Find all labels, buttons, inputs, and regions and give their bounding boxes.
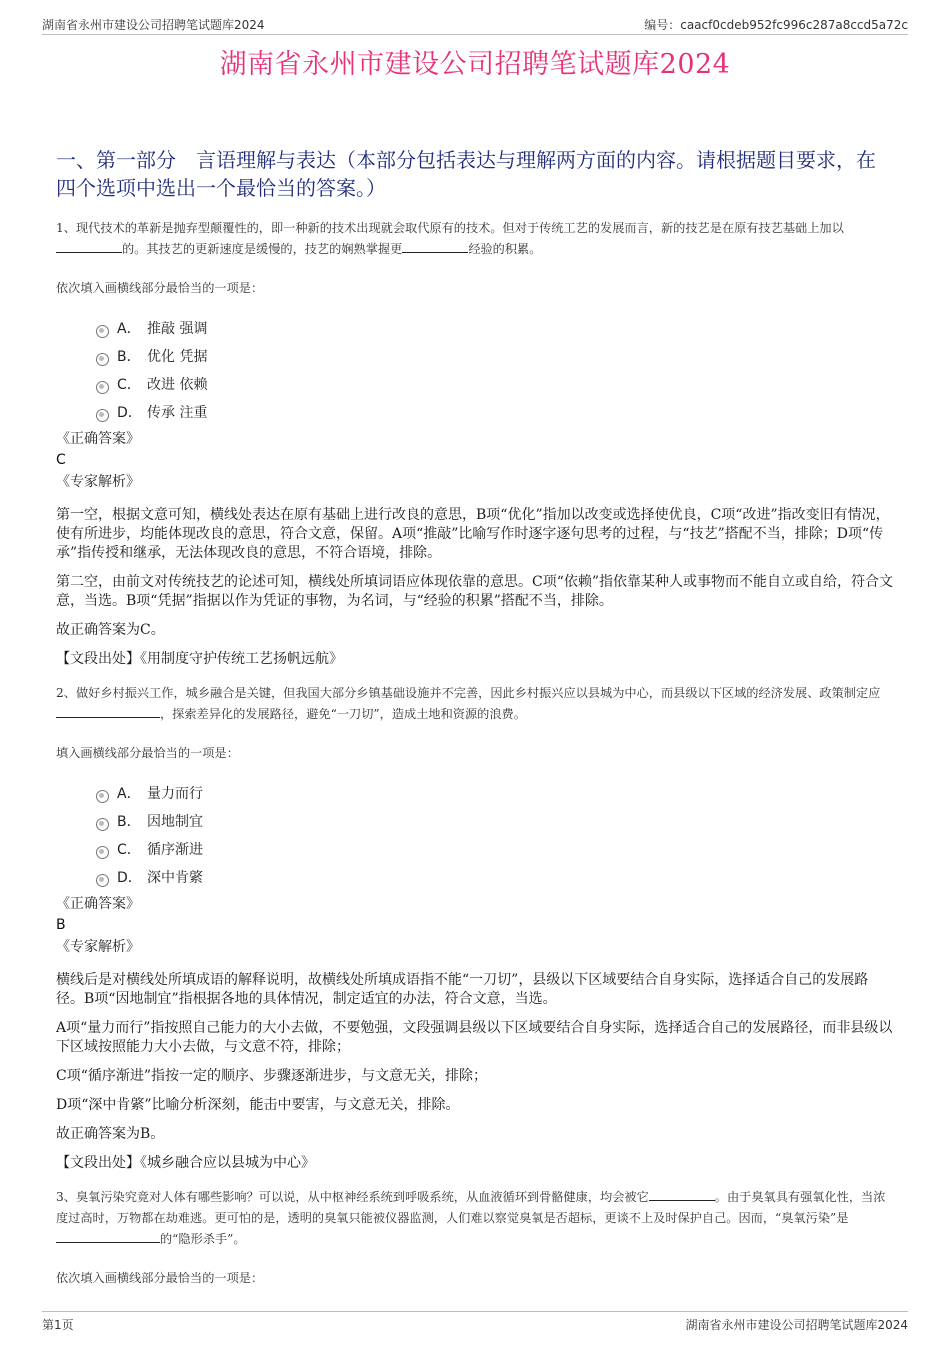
radio-button[interactable] (96, 846, 109, 859)
option-letter: C． (117, 842, 141, 858)
passage-source: 【文段出处】《用制度守护传统工艺扬帆远航》 (56, 651, 343, 667)
blank-line (649, 1187, 715, 1201)
analysis-paragraph: 横线后是对横线处所填成语的解释说明，故横线处所填成语指不能“一刀切”，县级以下区域要结合自身实际，选择适合自己的发展路径。B项“因地制宜”指根据各地的具体情况，制定适宜的办法，符合文意，当选。 (56, 972, 869, 1007)
option-text: 推敲 强调 (147, 321, 208, 337)
header-doc-title: 湖南省永州市建设公司招聘笔试题库2024 (42, 18, 265, 32)
blank-line (56, 1229, 160, 1243)
analysis-paragraph: 第二空，由前文对传统技艺的论述可知，横线处所填词语应体现依靠的意思。C项“依赖”指依靠某种人或事物而不能自立或自给，符合文意，当选。B项“凭据”指据以作为凭证的事物，为名词，与“经验的积累”搭配不当，排除。 (56, 574, 894, 609)
page-header (42, 12, 908, 35)
option-a[interactable] (96, 314, 894, 342)
analysis-paragraph: 第一空，根据文意可知，横线处表达在原有基础上进行改良的意思，B项“优化”指加以改变或选择使优良，C项“改进”指改变旧有情况，使有所进步，均能体现改良的意思，符合文意，保留。A项“推敲”比喻写作时逐字逐句思考的过程，与“技艺”搭配不当，排除；D项“传承”指传授和继承，无法体现改良的意思，不符合语境，排除。 (56, 507, 890, 561)
page-number: 第1页 (42, 1318, 74, 1332)
question-3-text-b: 。由于臭氧具有强氧化性，当浓度过高时，万物都在劫难逃。更可怕的是，透明的臭氧只能被仪器监测，人们难以察觉臭氧是否超标，更谈不上及时保护自己。因而，“臭氧污染”是 (56, 1190, 886, 1225)
analysis-paragraph: 故正确答案为B。 (56, 1126, 165, 1142)
question-list (56, 218, 894, 1304)
page-footer (42, 1311, 908, 1334)
option-letter: D． (117, 405, 142, 421)
question-3 (56, 1187, 894, 1288)
analysis-paragraph: A项“量力而行”指按照自己能力的大小去做，不要勉强，文段强调县级以下区域要结合自身实际，选择适合自己的发展路径，而非县级以下区域按照能力大小去做，与文意不符，排除； (56, 1020, 893, 1055)
option-text: 深中肯綮 (147, 870, 203, 886)
question-3-text-c: 的“隐形杀手”。 (160, 1232, 246, 1246)
question-3-text-a: 3、臭氧污染究竟对人体有哪些影响？可以说，从中枢神经系统到呼吸系统，从血液循环到骨骼健康，均会被它 (56, 1190, 649, 1204)
radio-button[interactable] (96, 353, 109, 366)
option-d[interactable] (96, 863, 894, 891)
answer-label: 《正确答案》 (56, 896, 140, 912)
option-letter: A． (117, 786, 141, 802)
question-1-text-a: 1、现代技术的革新是抛弃型颠覆性的，即一种新的技术出现就会取代原有的技术。但对于传统工艺的发展而言，新的技艺是在原有技艺基础上加以 (56, 221, 844, 235)
question-1-prompt: 依次填入画横线部分最恰当的一项是： (56, 281, 264, 295)
radio-button[interactable] (96, 409, 109, 422)
option-d[interactable] (96, 398, 894, 426)
page-title: 湖南省永州市建设公司招聘笔试题库2024 (219, 49, 731, 80)
question-2-text-b: ，探索差异化的发展路径，避免“一刀切”，造成土地和资源的浪费。 (160, 707, 526, 721)
question-1-stem (56, 218, 894, 260)
option-letter: D． (117, 870, 142, 886)
answer-value: C (56, 452, 66, 468)
option-b[interactable] (96, 342, 894, 370)
question-3-prompt: 依次填入画横线部分最恰当的一项是： (56, 1271, 264, 1285)
radio-button[interactable] (96, 818, 109, 831)
radio-button[interactable] (96, 381, 109, 394)
question-3-stem (56, 1187, 894, 1250)
analysis-paragraph: C项“循序渐进”指按一定的顺序、步骤逐渐进步，与文意无关，排除； (56, 1068, 488, 1084)
analysis-label: 《专家解析》 (56, 939, 140, 955)
option-text: 传承 注重 (147, 405, 208, 421)
option-a[interactable] (96, 779, 894, 807)
radio-button[interactable] (96, 325, 109, 338)
question-2 (56, 683, 894, 1173)
question-2-text-a: 2、做好乡村振兴工作，城乡融合是关键，但我国大部分乡镇基础设施并不完善，因此乡村振兴应以县城为中心，而县级以下区域的经济发展、政策制定应 (56, 686, 881, 700)
question-2-options (96, 779, 894, 891)
option-letter: B． (117, 349, 141, 365)
analysis-paragraph: 故正确答案为C。 (56, 622, 165, 638)
header-code-label: 编号： (644, 18, 681, 32)
option-text: 量力而行 (147, 786, 203, 802)
option-letter: B． (117, 814, 141, 830)
option-letter: C． (117, 377, 141, 393)
question-2-prompt: 填入画横线部分最恰当的一项是： (56, 746, 239, 760)
answer-label: 《正确答案》 (56, 431, 140, 447)
option-c[interactable] (96, 370, 894, 398)
header-doc-code (644, 16, 908, 33)
option-b[interactable] (96, 807, 894, 835)
option-text: 循序渐进 (147, 842, 203, 858)
option-text: 因地制宜 (147, 814, 203, 830)
radio-button[interactable] (96, 874, 109, 887)
radio-button[interactable] (96, 790, 109, 803)
blank-line (56, 239, 122, 253)
passage-source: 【文段出处】《城乡融合应以县城为中心》 (56, 1155, 315, 1171)
analysis-paragraph: D项“深中肯綮”比喻分析深刻，能击中要害，与文意无关，排除。 (56, 1097, 460, 1113)
analysis-label: 《专家解析》 (56, 474, 140, 490)
blank-line (402, 239, 468, 253)
option-c[interactable] (96, 835, 894, 863)
question-1 (56, 218, 894, 669)
option-letter: A． (117, 321, 141, 337)
footer-doc-title: 湖南省永州市建设公司招聘笔试题库2024 (685, 1318, 908, 1332)
header-code-value: caacf0cdeb952fc996c287a8ccd5a72c (680, 18, 908, 32)
question-1-options (96, 314, 894, 426)
option-text: 改进 依赖 (147, 377, 208, 393)
question-2-stem (56, 683, 894, 725)
answer-value: B (56, 917, 66, 933)
blank-line (56, 704, 160, 718)
section-heading: 一、第一部分 言语理解与表达（本部分包括表达与理解两方面的内容。请根据题目要求，在四个选项中选出一个最恰当的答案。） (56, 148, 876, 200)
question-1-text-b: 的。其技艺的更新速度是缓慢的，技艺的娴熟掌握更 (122, 242, 403, 256)
question-1-text-c: 经验的积累。 (468, 242, 542, 256)
option-text: 优化 凭据 (147, 349, 208, 365)
